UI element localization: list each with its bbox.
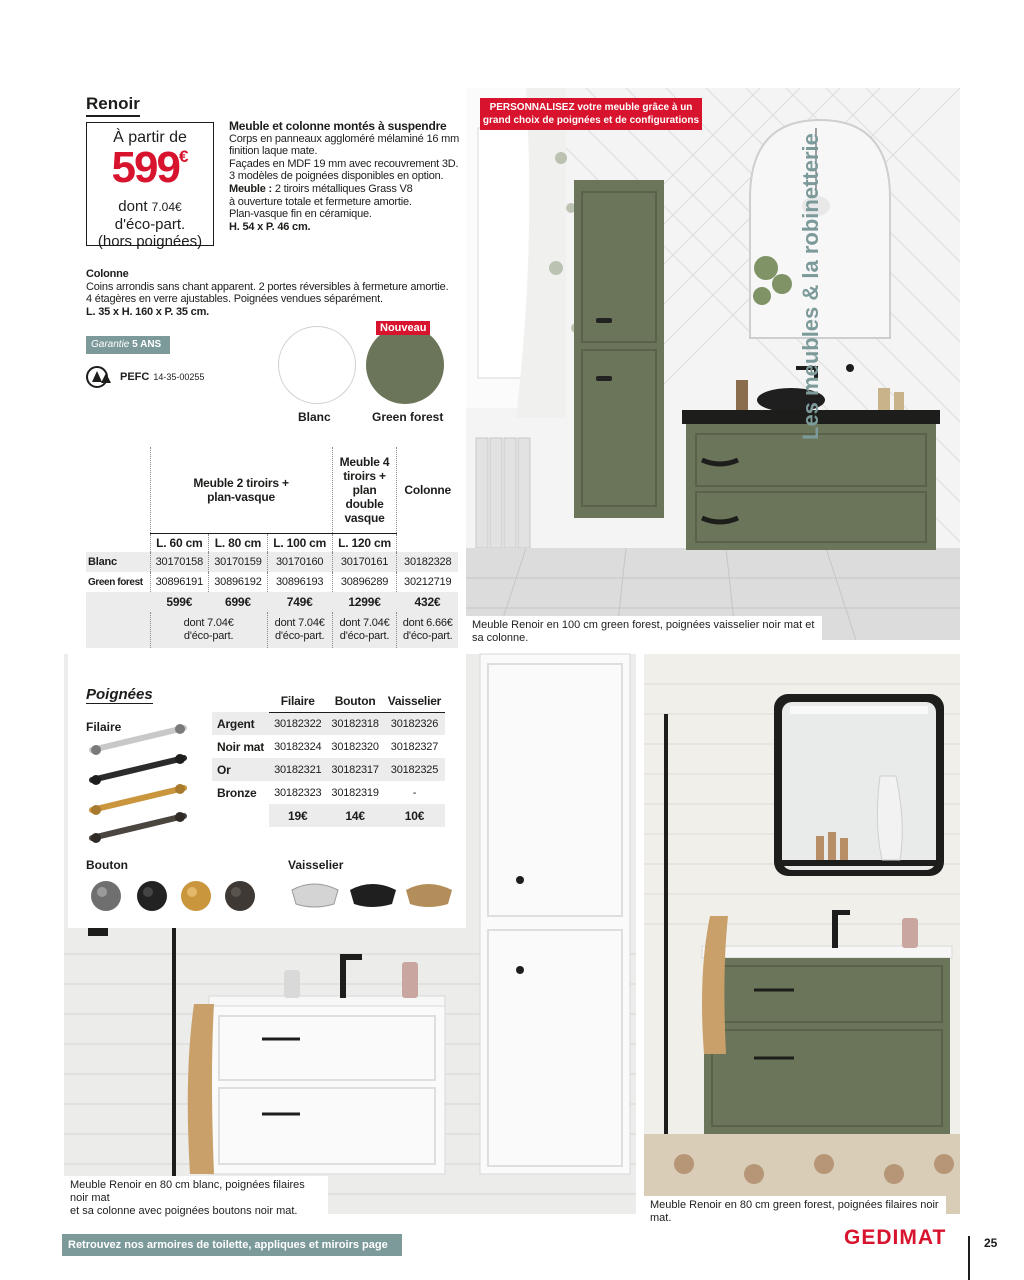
knob-handles-icon <box>86 876 266 916</box>
header-2-drawers-text: Meuble 2 tiroirs + plan-vasque <box>193 475 289 504</box>
product-table <box>86 447 458 648</box>
handles-price: 19€ <box>269 804 326 827</box>
bottom-left-caption-line-2: et sa colonne avec poignées boutons noir mat. <box>70 1205 298 1217</box>
price-cell: 599€ <box>150 592 209 612</box>
table-cell: 30212719 <box>397 572 458 592</box>
bottom-right-photo <box>644 654 960 1214</box>
price-note: (hors poignées) <box>97 233 203 250</box>
guarantee-badge <box>86 336 170 354</box>
price-currency: € <box>178 147 189 166</box>
pefc-label: PEFC <box>120 371 150 383</box>
price-empty <box>86 592 150 612</box>
footer-note: Retrouvez nos armoires de toilette, appliques et miroirs page 44. <box>62 1234 402 1256</box>
size-cell: L. 80 cm <box>209 533 268 552</box>
bathroom-green-small-scene <box>644 654 960 1214</box>
handles-cell: 30182322 <box>269 712 326 735</box>
handles-price-empty <box>212 804 269 827</box>
wire-handles-icon <box>84 720 194 846</box>
table-corner <box>86 447 150 533</box>
brand-logo: GEDIMAT <box>844 1226 947 1249</box>
size-cell: L. 100 cm <box>267 533 332 552</box>
table-cell: 30170161 <box>332 552 397 572</box>
colonne-dims: L. 35 x H. 160 x P. 35 cm. <box>86 305 210 318</box>
meuble-line: Plan-vasque fin en céramique. <box>229 208 372 221</box>
meuble-dims: H. 54 x P. 46 cm. <box>229 220 311 233</box>
handles-row <box>212 781 445 804</box>
description-line: Corps en panneaux aggloméré mélaminé 16 mm <box>229 132 460 145</box>
eco-bottom: d'éco-part. <box>183 630 234 642</box>
bottom-right-caption <box>644 1196 946 1228</box>
description-heading: Meuble et colonne montés à suspendre <box>229 119 447 133</box>
eco-bottom: d'éco-part. <box>339 630 390 642</box>
section-title: Renoir <box>86 94 140 117</box>
table-cell: 30896289 <box>332 572 397 592</box>
top-photo-caption <box>466 616 822 648</box>
color-swatch-green-forest[interactable] <box>366 326 444 404</box>
handles-row-label: Or <box>212 758 269 781</box>
price-cell: 749€ <box>267 592 332 612</box>
handles-cell: 30182318 <box>326 712 383 735</box>
top-product-photo <box>466 88 960 640</box>
handles-cell: 30182324 <box>274 740 322 753</box>
meuble-line: à ouverture totale et fermeture amortie. <box>229 195 412 208</box>
price-amount: 599 <box>111 143 179 192</box>
size-empty <box>86 533 150 552</box>
table-cell: 30896191 <box>150 572 209 592</box>
guarantee-value: 5 ANS <box>132 339 162 350</box>
table-row <box>86 552 458 572</box>
handles-col-header: Vaisselier <box>384 690 445 712</box>
eco-empty <box>86 612 150 648</box>
price-box <box>86 122 214 250</box>
header-column: Colonne <box>397 447 458 533</box>
meuble-line <box>229 183 469 196</box>
table-header-row <box>86 447 458 533</box>
header-4-drawers-text: Meuble 4 tiroirs + plan double vasque <box>339 454 390 525</box>
handles-row <box>212 735 445 758</box>
handles-cell: 30182319 <box>331 786 379 799</box>
handles-cell: 30182323 <box>274 786 322 799</box>
eco-cell <box>397 612 458 648</box>
table-cell: 30896192 <box>209 572 268 592</box>
bathroom-green-scene <box>466 88 960 640</box>
size-empty <box>397 533 458 552</box>
description-line: 3 modèles de poignées disponibles en option. <box>229 170 444 183</box>
colonne-line: 4 étagères en verre ajustables. Poignées vendues séparément. <box>86 293 383 306</box>
table-price-row <box>86 592 458 612</box>
guarantee-prefix: Garantie <box>91 339 130 350</box>
colonne-heading: Colonne <box>86 268 129 280</box>
table-cell: 30170159 <box>209 552 268 572</box>
price-cell: 699€ <box>209 592 268 612</box>
table-cell: 30170158 <box>150 552 209 572</box>
handles-price: 14€ <box>326 804 383 827</box>
handles-col-header: Bouton <box>326 690 383 712</box>
page-divider <box>968 1236 970 1280</box>
meuble-label: Meuble : <box>229 182 273 195</box>
bottom-left-caption <box>64 1176 328 1221</box>
size-cell: L. 120 cm <box>332 533 397 552</box>
eco-top: dont 7.04€ <box>183 617 234 629</box>
handles-row-label: Noir mat <box>217 739 265 754</box>
handles-table <box>212 690 445 827</box>
size-cell: L. 60 cm <box>150 533 209 552</box>
customize-banner-text: PERSONNALISEZ votre meuble grâce à un grand choix de poignées et de configurations <box>482 102 700 126</box>
handles-cell: 30182321 <box>269 758 326 781</box>
customize-banner <box>480 98 702 130</box>
handles-row <box>212 712 445 735</box>
eco-bottom: d'éco-part. <box>403 630 453 642</box>
colonne-description <box>86 268 466 318</box>
eco-cell <box>267 612 332 648</box>
table-cell: 30182328 <box>397 552 458 572</box>
handles-cell: 30182327 <box>390 740 439 753</box>
eco-cell <box>150 612 267 648</box>
description-line: Façades en MDF 19 mm avec recouvrement 3D. <box>229 157 459 170</box>
bouton-label: Bouton <box>86 858 128 872</box>
color-swatch-white[interactable] <box>278 326 356 404</box>
top-photo-caption-text: Meuble Renoir en 100 cm green forest, poignées vaisselier noir mat et sa colonne. <box>472 619 815 644</box>
eco-top: dont 6.66€ <box>402 617 453 629</box>
price-from-label: À partir de <box>113 129 187 146</box>
pefc-code: 14-35-00255 <box>153 372 205 382</box>
eco-top: dont 7.04€ <box>274 617 325 629</box>
table-cell: 30170160 <box>267 552 332 572</box>
handles-header-row <box>212 690 445 712</box>
handles-cell: 30182320 <box>331 740 379 753</box>
table-eco-row <box>86 612 458 648</box>
new-badge: Nouveau <box>376 321 430 335</box>
handles-row-label: Bronze <box>217 785 257 800</box>
price-value <box>111 143 189 198</box>
eco-bottom: d'éco-part. <box>274 630 325 642</box>
vertical-section-title-text: Les meubles & la robinetterie <box>798 133 823 440</box>
pefc-tree-icon <box>86 366 116 388</box>
swatch-label-white: Blanc <box>298 410 331 424</box>
eco-cell <box>332 612 397 648</box>
handles-price-row <box>212 804 445 827</box>
vertical-section-title <box>798 38 1009 440</box>
vaisselier-label: Vaisselier <box>288 858 344 872</box>
header-2-drawers <box>150 447 332 533</box>
handles-cell: 30182317 <box>326 758 383 781</box>
colonne-line: Coins arrondis sans chant apparent. 2 portes réversibles à fermeture amortie. <box>86 280 449 293</box>
filaire-label: Filaire <box>86 720 122 734</box>
handles-title: Poignées <box>86 686 153 703</box>
price-eco-value: 7.04€ <box>151 200 182 214</box>
handles-corner <box>212 690 269 712</box>
price-cell: 1299€ <box>332 592 397 612</box>
handles-cell: 30182325 <box>384 758 445 781</box>
page-number: 25 <box>984 1236 998 1250</box>
row-label: Blanc <box>86 552 150 572</box>
description-line: finition laque mate. <box>229 145 318 158</box>
bottom-left-caption-line-1: Meuble Renoir en 80 cm blanc, poignées filaires noir mat <box>70 1179 305 1204</box>
handles-col-header: Filaire <box>269 690 326 712</box>
handles-cell: 30182326 <box>384 712 445 735</box>
meuble-text: 2 tiroirs métalliques Grass V8 <box>274 182 413 195</box>
handles-row-label: Argent <box>212 712 269 735</box>
product-description <box>229 120 469 233</box>
price-cell: 432€ <box>397 592 458 612</box>
row-label: Green forest <box>88 576 143 588</box>
handles-cell: - <box>412 786 417 799</box>
cup-handles-icon <box>288 880 458 914</box>
handles-price: 10€ <box>384 804 445 827</box>
table-row <box>86 572 458 592</box>
price-eco-prefix: dont <box>118 198 148 215</box>
price-eco-label: d'éco-part. <box>114 216 186 233</box>
table-cell: 30896193 <box>267 572 332 592</box>
price-eco-line <box>87 198 213 216</box>
swatch-label-green: Green forest <box>372 410 444 424</box>
header-4-drawers <box>332 447 397 533</box>
pefc-certification <box>86 366 204 388</box>
bottom-right-caption-text: Meuble Renoir en 80 cm green forest, poignées filaires noir mat. <box>650 1199 939 1224</box>
eco-top: dont 7.04€ <box>339 617 390 629</box>
table-size-row <box>86 533 458 552</box>
handles-row <box>212 758 445 781</box>
